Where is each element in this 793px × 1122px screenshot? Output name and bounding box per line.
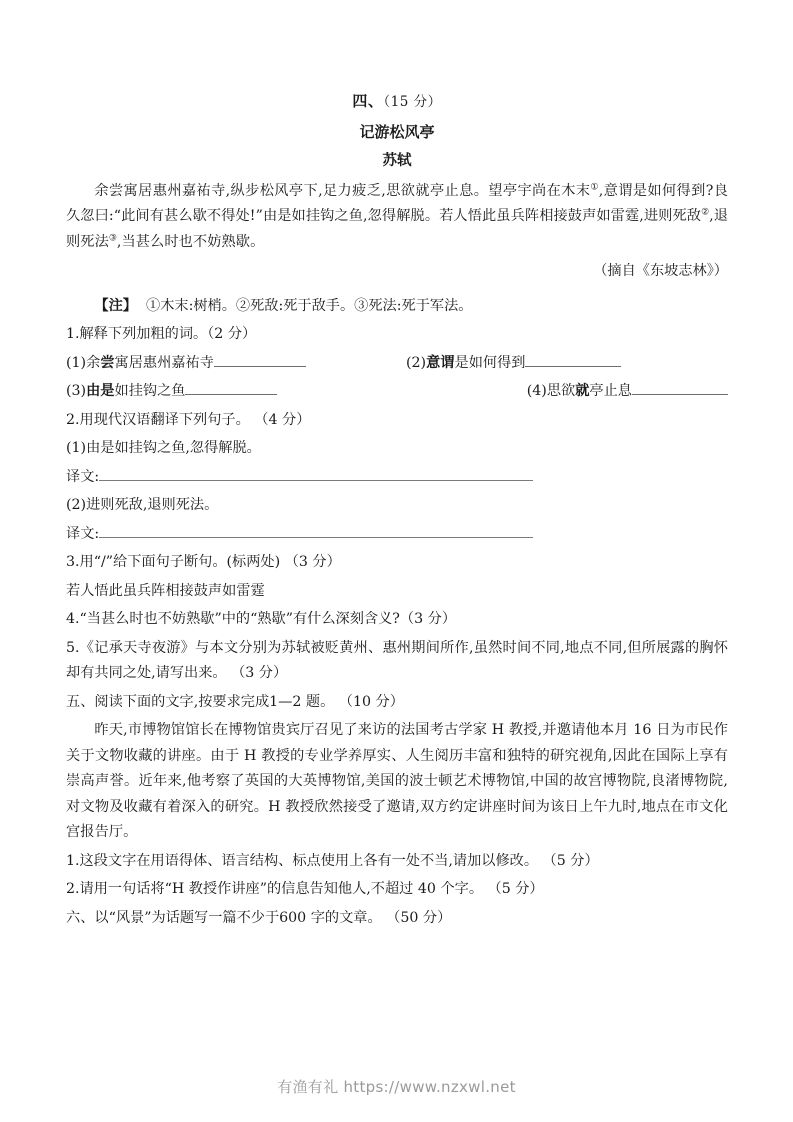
question-4-1-item-3 xyxy=(66,379,406,405)
answer-blank-2[interactable] xyxy=(525,352,621,367)
question-4-2-answer-row-2 xyxy=(66,522,728,548)
answer-blank-3[interactable] xyxy=(185,380,277,395)
question-4-2-answer-row-1 xyxy=(66,465,728,491)
question-4-3-sentence: 若人悟此虽兵阵相接鼓声如雷霆 xyxy=(66,582,265,599)
item-4-keyword: 就 xyxy=(575,383,590,400)
translation-label-1: 译文: xyxy=(66,468,100,485)
item-4-num: (4) xyxy=(526,383,547,400)
answer-blank-1[interactable] xyxy=(214,352,306,367)
item-2-post: 是如何得到 xyxy=(454,354,526,371)
watermark: 有渔有礼 https://www.nzxwl.net xyxy=(277,1078,516,1096)
article-title: 记游松风亭 xyxy=(359,123,435,142)
translation-label-2: 译文: xyxy=(66,525,100,542)
page-content xyxy=(66,92,728,931)
passage-source: （摘自《东坡志林》） xyxy=(593,263,728,280)
question-5-1: 1.这段文字在用语得体、语言结构、标点使用上各有一处不当,请加以修改。 （5 分） xyxy=(66,852,599,869)
answer-blank-4[interactable] xyxy=(632,380,728,395)
question-4-3: 3.用“/”给下面句子断句。(标两处) （3 分） xyxy=(66,554,341,571)
classical-passage xyxy=(66,179,728,256)
item-1-keyword: 尝 xyxy=(100,354,115,371)
item-3-post: 如挂钩之鱼 xyxy=(114,383,186,400)
question-4-1-item-2 xyxy=(406,351,728,377)
item-1-pre: 余 xyxy=(86,354,101,371)
section-four-score: （15 分） xyxy=(383,94,442,110)
footnote-marker-1: ① xyxy=(590,181,599,192)
item-4-pre: 思欲 xyxy=(546,383,576,400)
item-3-num: (3) xyxy=(66,383,87,400)
passage-part-b: ,意谓是如何得到?良久忽曰:“此间有甚么歇不得处!”由是如挂钩之鱼,忽得解脱。若人悟此虽兵阵相接鼓声如雷霆,进则死敌 xyxy=(66,182,728,225)
section-five-passage: 昨天,市博物馆馆长在博物馆贵宾厅召见了来访的法国考古学家 H 教授,并邀请他本月 16 日为市民作关于文物收藏的讲座。由于 H 教授的专业学养厚实、人生阅历丰富和独特的研究视角,因此在国际上享有崇高声誉。近年来,他考察了英国的大英博物馆,美国的波士顿艺术博物馆,中国的故宫博物院,良渚博物院,对文物及收藏有着深入的研究。H 教授欣然接受了邀请,双方约定讲座时间为该日上午九时,地点在市文化宫报告厅。 xyxy=(66,722,728,841)
section-four-heading xyxy=(66,92,728,110)
item-2-keyword: 意谓 xyxy=(426,354,455,371)
question-4-2-sentence-2: (2)进则死敌,退则死法。 xyxy=(66,497,219,514)
passage-part-c: ,退则死法 xyxy=(66,208,728,250)
question-4-4: 4.“当甚么时也不妨熟歇”中的“熟歇”有什么深刻含义?（3 分） xyxy=(66,611,457,628)
section-four-label: 四、 xyxy=(352,92,384,110)
translation-blank-1[interactable] xyxy=(99,466,533,481)
footnotes-text: ①木末:树梢。②死敌:死于敌手。③死法:死于军法。 xyxy=(146,297,473,314)
question-4-5: 5.《记承天寺夜游》与本文分别为苏轼被贬黄州、惠州期间所作,虽然时间不同,地点不同,但所展露的胸怀却有共同之处,请写出来。 （3 分） xyxy=(66,639,728,682)
question-4-1-row-2 xyxy=(66,379,728,405)
question-4-1-item-1 xyxy=(66,351,406,377)
translation-blank-2[interactable] xyxy=(99,523,533,538)
question-5-2: 2.请用一句话将“H 教授作讲座”的信息告知他人,不超过 40 个字。 （5 分） xyxy=(66,881,544,898)
question-4-2-sentence-1: (1)由是如挂钩之鱼,忽得解脱。 xyxy=(66,440,261,457)
question-4-2: 2.用现代汉语翻译下列句子。 （4 分） xyxy=(66,411,311,428)
item-1-post: 寓居惠州嘉祐寺 xyxy=(114,354,214,371)
section-five-heading: 五、阅读下面的文字,按要求完成1—2 题。 （10 分） xyxy=(66,693,404,710)
item-4-post: 亭止息 xyxy=(589,383,632,400)
question-4-1: 1.解释下列加粗的词。（2 分） xyxy=(66,326,257,343)
question-4-1-item-4 xyxy=(406,379,728,405)
passage-part-a: 余尝寓居惠州嘉祐寺,纵步松风亭下,足力疲乏,思欲就亭止息。望亭宇尚在木末 xyxy=(94,182,591,199)
article-author: 苏轼 xyxy=(382,152,412,170)
footnotes-line xyxy=(66,294,728,320)
item-2-num: (2) xyxy=(406,354,427,371)
section-six-heading: 六、以“风景”为话题写一篇不少于600 字的文章。 （50 分） xyxy=(66,909,452,926)
footnote-marker-3: ③ xyxy=(108,232,117,243)
footnote-marker-2: ② xyxy=(701,207,710,218)
passage-part-d: ,当甚么时也不妨熟歇。 xyxy=(116,233,265,250)
item-1-num: (1) xyxy=(66,354,87,371)
item-3-keyword: 由是 xyxy=(86,383,115,400)
footnotes-label: 【注】 xyxy=(94,297,137,314)
question-4-1-row-1 xyxy=(66,351,728,377)
